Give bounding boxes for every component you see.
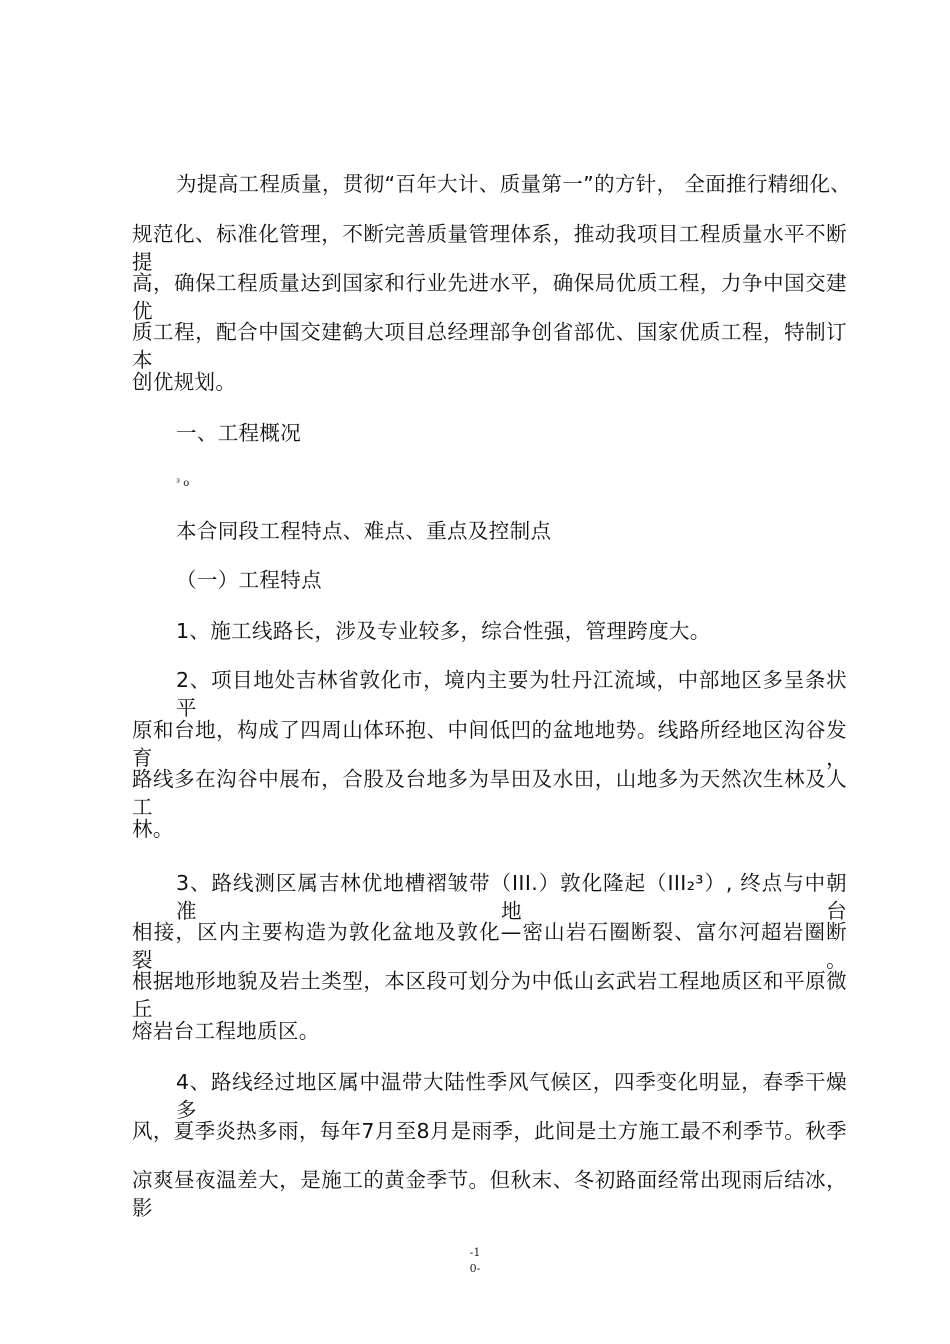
paragraph-line: 质工程，配合中国交建鹤大项目总经理部争创省部优、国家优质工程，特制订本 bbox=[132, 320, 847, 372]
paragraph-line: 4、路线经过地区属中温带大陆性季风气候区，四季变化明显，春季干燥多 bbox=[176, 1070, 847, 1122]
paragraph-line: 凉爽昼夜温差大，是施工的黄金季节。但秋末、冬初路面经常出现雨后结冰，影 bbox=[132, 1168, 847, 1220]
section-heading: 本合同段工程特点、难点、重点及控制点 bbox=[176, 519, 552, 543]
paragraph-line: 相接，区内主要构造为敦化盆地及敦化—密山岩石圈断裂、富尔河超岩圈断裂。 bbox=[132, 920, 847, 972]
paragraph-line: 风，夏季炎热多雨，每年7月至8月是雨季，此间是土方施工最不利季节。秋季 bbox=[132, 1119, 847, 1143]
paragraph-line: 高，确保工程质量达到国家和行业先进水平，确保局优质工程，力争中国交建优 bbox=[132, 271, 847, 323]
paragraph-line: 路线多在沟谷中展布，合股及台地多为旱田及水田，山地多为天然次生林及人工 bbox=[132, 767, 847, 819]
page-number: 0- bbox=[469, 1262, 481, 1275]
paragraph-line: 林。 bbox=[132, 817, 174, 841]
paragraph-line: 熔岩台工程地质区。 bbox=[132, 1019, 320, 1043]
paragraph-line: 规范化、标准化管理，不断完善质量管理体系，推动我项目工程质量水平不断提 bbox=[132, 222, 847, 274]
section-heading: 一、工程概况 bbox=[176, 421, 302, 445]
paragraph-line: 根据地形地貌及岩土类型，本区段可划分为中低山玄武岩工程地质区和平原微丘 bbox=[132, 969, 847, 1021]
paragraph-line: 3、路线测区属吉林优地槽褶皱带（III.）敦化隆起（III₂³）, 终点与中朝准地台 bbox=[176, 871, 847, 923]
paragraph-line: 原和台地，构成了四周山体环抱、中间低凹的盆地地势。线路所经地区沟谷发育， bbox=[132, 718, 847, 770]
paragraph-line: 1、施工线路长，涉及专业较多，综合性强，管理跨度大。 bbox=[176, 619, 711, 643]
paragraph-line: 创优规划。 bbox=[132, 370, 237, 394]
paragraph-line: 为提高工程质量，贯彻“百年大计、质量第一”的方针， 全面推行精细化、 bbox=[176, 172, 852, 196]
text-fragment: ³ o bbox=[176, 478, 190, 489]
paragraph-line: 2、项目地处吉林省敦化市，境内主要为牡丹江流域，中部地区多呈条状平 bbox=[176, 668, 847, 720]
page-number: -1 bbox=[469, 1246, 481, 1259]
subsection-heading: （一）工程特点 bbox=[176, 568, 322, 592]
